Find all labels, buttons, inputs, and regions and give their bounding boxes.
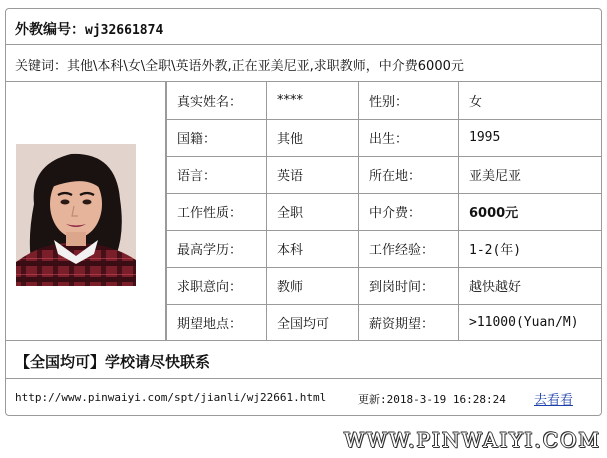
label-education: 最高学历： [167,230,267,267]
title-row [6,9,601,45]
value-location: 亚美尼亚 [459,156,603,193]
value-start-time: 越快越好 [459,267,603,304]
keywords-row [6,45,601,82]
label-agency-fee: 中介费： [359,193,459,230]
updated-timestamp: 更新:2018-3-19 16:28:24 [358,393,506,406]
info-table [166,82,602,341]
table-row [167,119,603,156]
label-job-type: 工作性质： [167,193,267,230]
value-experience: 1-2(年) [459,230,603,267]
label-birth: 出生： [359,119,459,156]
table-row [167,82,603,119]
contact-text: 【全国均可】学校请尽快联系 [15,353,211,371]
table-row [167,156,603,193]
table-row [167,304,603,341]
label-location: 所在地： [359,156,459,193]
value-intention: 教师 [267,267,359,304]
label-language: 语言： [167,156,267,193]
value-desired-location: 全国均可 [267,304,359,341]
value-birth: 1995 [459,119,603,156]
label-name: 真实姓名： [167,82,267,119]
info-grid [6,82,601,341]
value-job-type: 全职 [267,193,359,230]
label-experience: 工作经验： [359,230,459,267]
value-agency-fee: 6000元 [459,193,603,230]
photo-cell [6,82,166,340]
site-watermark: WWW.PINWAIYI.COM [344,428,601,452]
profile-photo [16,144,136,286]
value-salary: >11000(Yuan/M) [459,304,603,341]
contact-row [6,341,601,379]
label-nationality: 国籍： [167,119,267,156]
table-row [167,230,603,267]
value-education: 本科 [267,230,359,267]
label-start-time: 到岗时间： [359,267,459,304]
value-language: 英语 [267,156,359,193]
profile-card [5,8,602,416]
label-salary: 薪资期望： [359,304,459,341]
value-gender: 女 [459,82,603,119]
profile-url: http://www.pinwaiyi.com/spt/jianli/wj22661.html [15,391,327,404]
label-desired-location: 期望地点： [167,304,267,341]
view-link[interactable]: 去看看 [534,393,574,408]
table-row [167,193,603,230]
footer-row [6,379,601,416]
teacher-id: wj32661874 [85,23,164,38]
value-nationality: 其他 [267,119,359,156]
title-prefix: 外教编号： [15,22,85,38]
label-intention: 求职意向： [167,267,267,304]
keywords-text: 关键词：其他\本科\女\全职\英语外教,正在亚美尼亚,求职教师，中介费6000元 [15,59,464,74]
value-name: **** [267,82,359,119]
table-row [167,267,603,304]
profile-title [15,19,163,39]
label-gender: 性别： [359,82,459,119]
